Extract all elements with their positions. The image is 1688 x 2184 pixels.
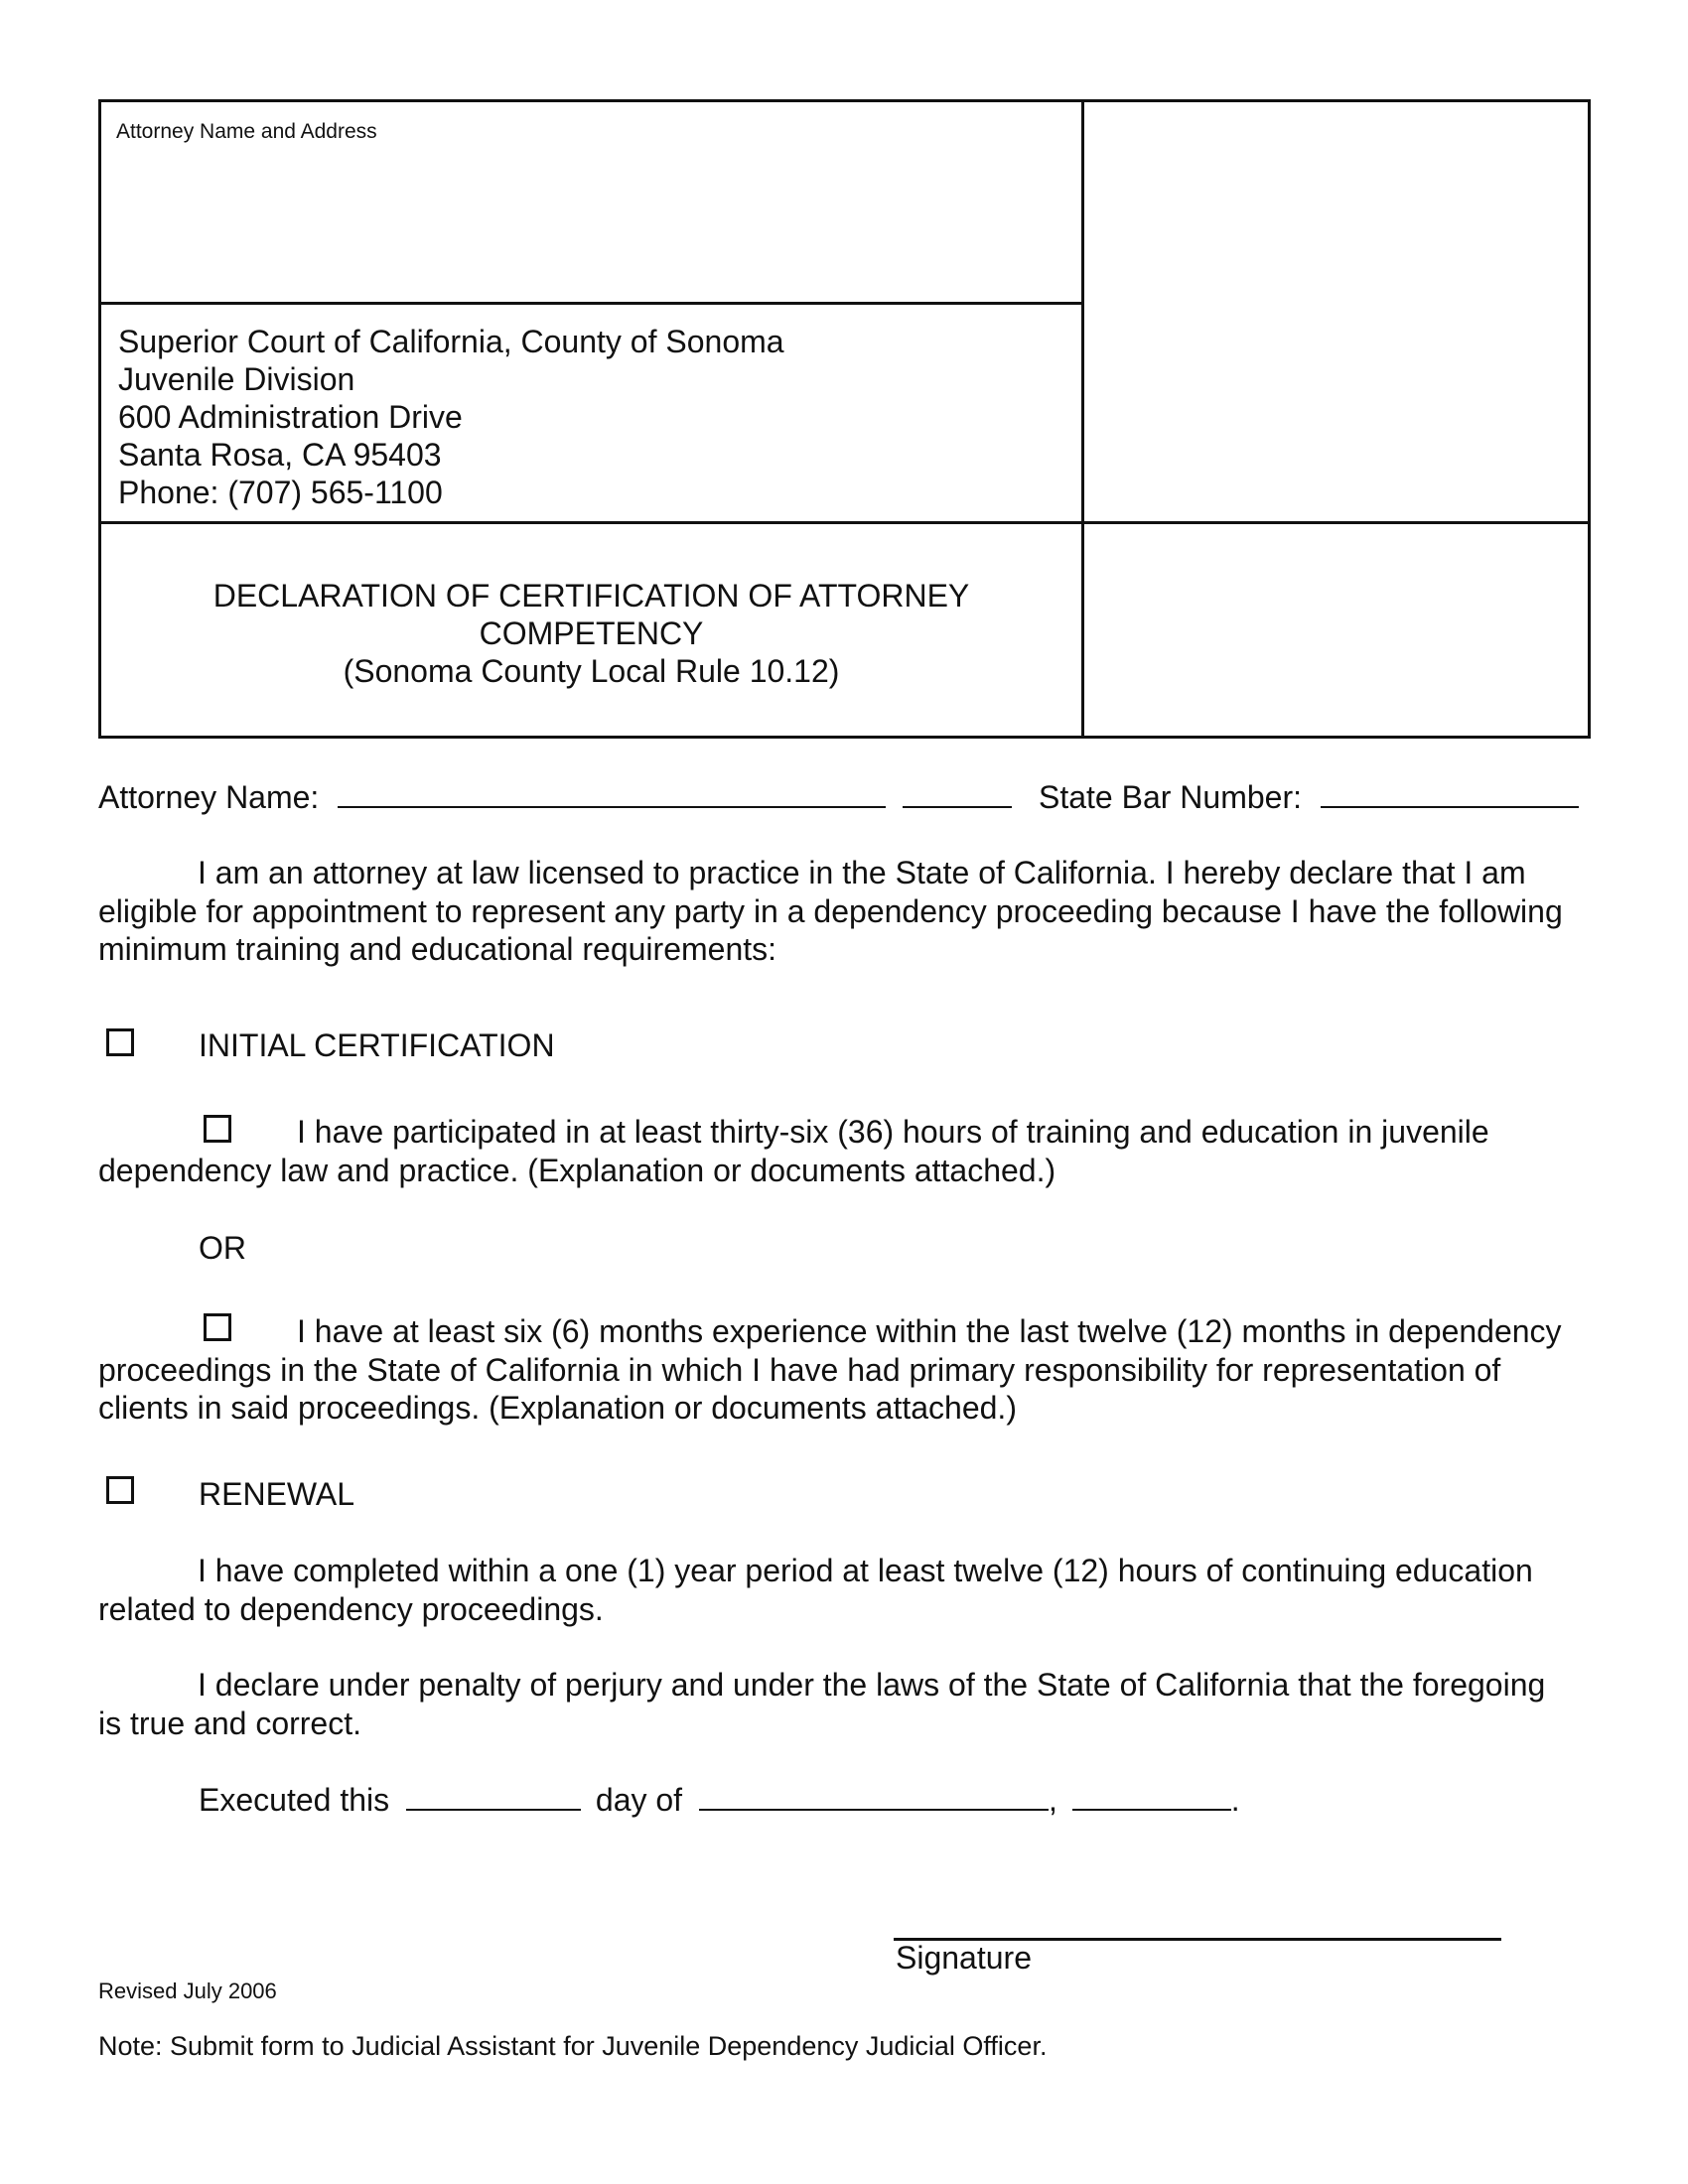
executed-period: . (1230, 1782, 1240, 1818)
executed-month-field[interactable] (699, 1783, 1049, 1811)
renewal-label: RENEWAL (199, 1476, 355, 1512)
court-city: Santa Rosa, CA 95403 (118, 437, 442, 473)
attorney-name-address-label: Attorney Name and Address (116, 120, 377, 143)
court-name: Superior Court of California, County of Sonoma (118, 324, 784, 359)
training-hours-text: I have participated in at least thirty-six (36) hours of training and education in juvenile dependency law and practice. (Explanation or documents attached.) (98, 1114, 1489, 1188)
header-vertical-divider (1081, 102, 1084, 736)
executed-comma: , (1048, 1782, 1057, 1818)
form-title-line-1: DECLARATION OF CERTIFICATION OF ATTORNEY (212, 578, 970, 614)
form-title-line-2: COMPETENCY (479, 615, 704, 651)
intro-paragraph: I am an attorney at law licensed to practice in the State of California. I hereby declare that I am eligible for appointment to represent any party in a dependency proceeding because I have the following minimum training and educational requirements: (98, 855, 1563, 967)
executed-row (199, 1781, 1240, 1819)
header-table (98, 99, 1591, 739)
executed-day-of: day of (595, 1782, 683, 1818)
attorney-name-field[interactable] (338, 780, 886, 808)
state-bar-label: State Bar Number: (1038, 779, 1302, 815)
initial-certification-checkbox[interactable] (106, 1028, 134, 1056)
form-title (101, 577, 1081, 690)
footer-note: Note: Submit form to Judicial Assistant for Juvenile Dependency Judicial Officer. (98, 2031, 1048, 2061)
initial-certification-label: INITIAL CERTIFICATION (199, 1027, 555, 1063)
court-street: 600 Administration Drive (118, 399, 463, 435)
signature-label: Signature (896, 1940, 1032, 1976)
court-division: Juvenile Division (118, 361, 355, 397)
declaration-text: I declare under penalty of perjury and under the laws of the State of California that the foregoing is true and correct. (98, 1667, 1546, 1741)
renewal-checkbox[interactable] (106, 1476, 134, 1504)
header-divider-2 (101, 521, 1588, 524)
court-phone: Phone: (707) 565-1100 (118, 475, 443, 510)
executed-year-field[interactable] (1072, 1783, 1231, 1811)
header-divider-1 (101, 302, 1081, 305)
attorney-name-row (98, 778, 1579, 816)
experience-text: I have at least six (6) months experience within the last twelve (12) months in dependency proceedings in the State of California in which I have had primary responsibility for representation of clients in said proceedings. (Explanation or documents attached.) (98, 1313, 1562, 1426)
executed-prefix: Executed this (199, 1782, 390, 1818)
renewal-text: I have completed within a one (1) year period at least twelve (12) hours of continuing education related to dependency proceedings. (98, 1553, 1533, 1627)
attorney-name-label: Attorney Name: (98, 779, 320, 815)
revised-date: Revised July 2006 (98, 1979, 277, 2003)
court-address-block (118, 323, 784, 511)
executed-day-field[interactable] (406, 1783, 581, 1811)
form-title-line-3: (Sonoma County Local Rule 10.12) (343, 653, 840, 689)
or-label: OR (199, 1230, 246, 1266)
attorney-name-field-extra[interactable] (903, 780, 1012, 808)
state-bar-field[interactable] (1321, 780, 1579, 808)
